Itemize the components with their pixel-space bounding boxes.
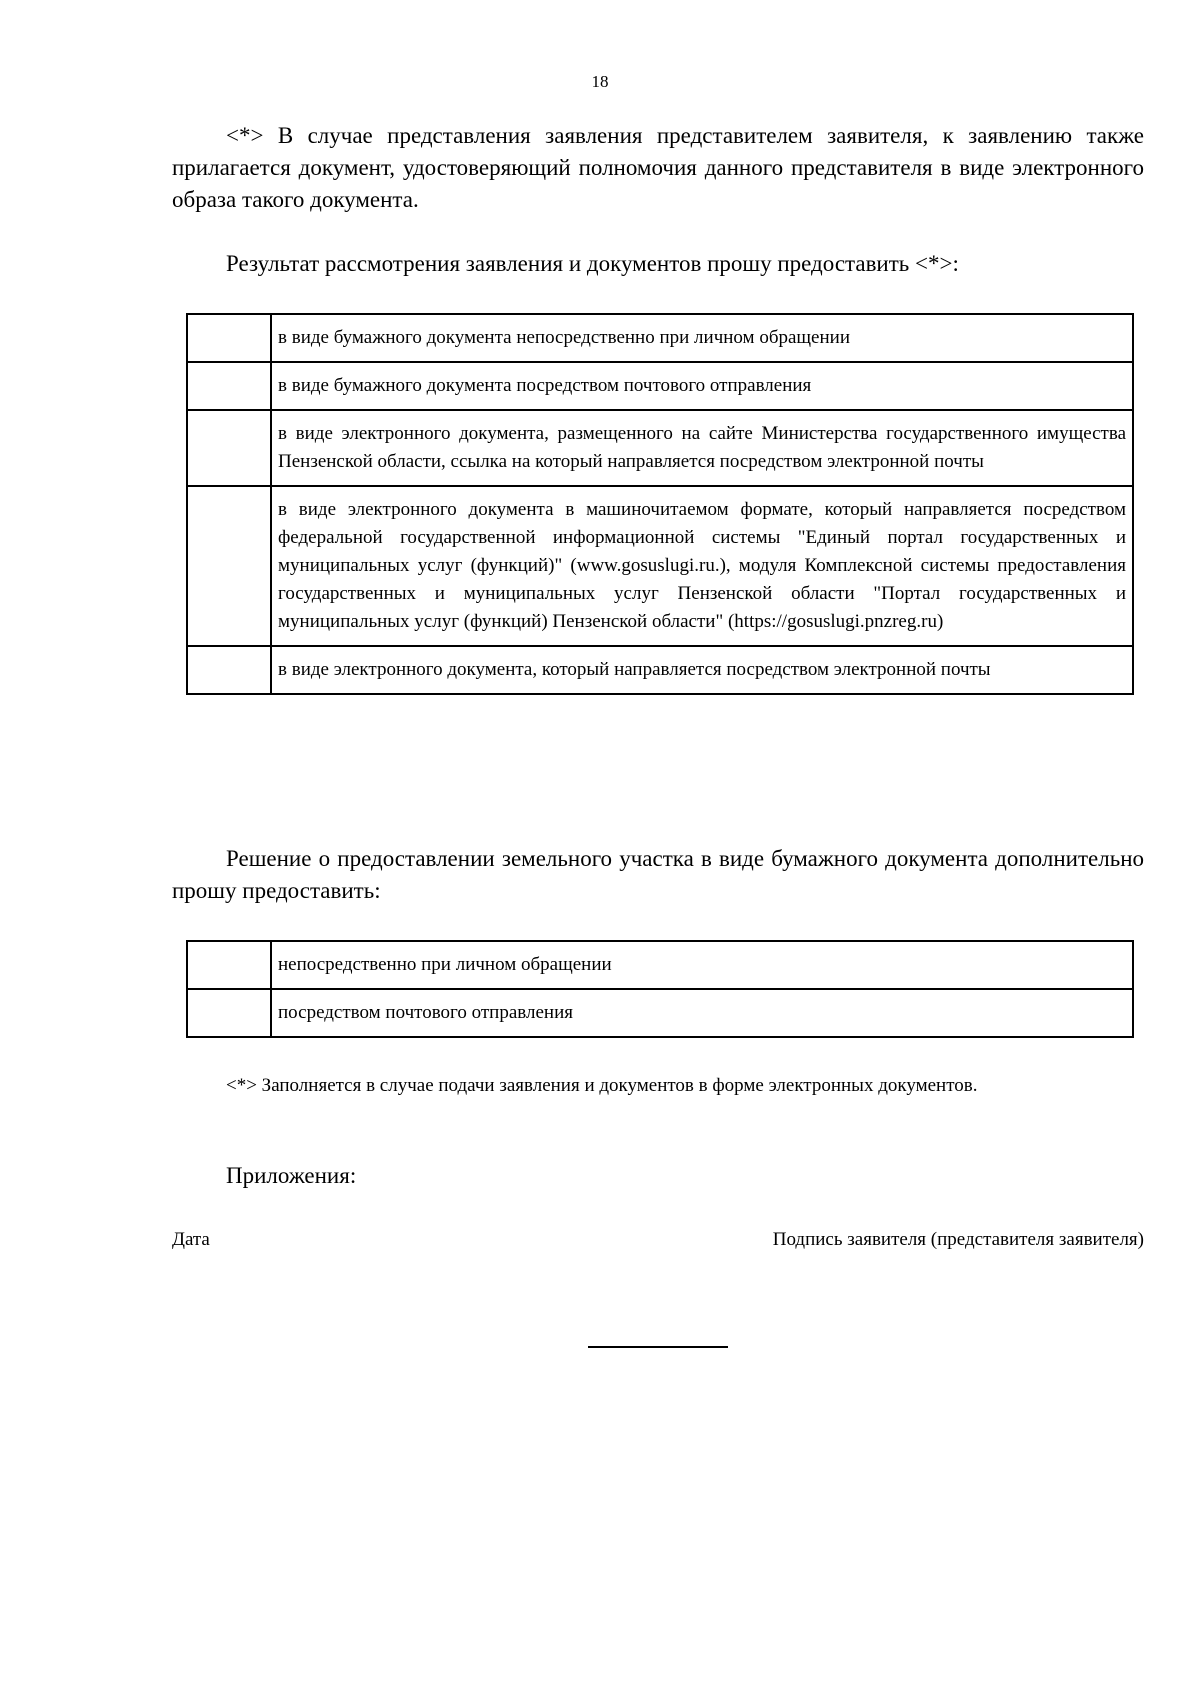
representative-note: <*> В случае представления заявления представителем заявителя, к заявлению также прилагается документ, удостоверяющий полномочия данного представителя в виде электронного образа такого документа. xyxy=(172,123,1144,212)
result-option-row xyxy=(187,410,1133,486)
decision-option-label: непосредственно при личном обращении xyxy=(271,941,1133,989)
result-option-checkbox-electronic-site[interactable] xyxy=(187,410,271,486)
result-options-table xyxy=(186,313,1134,695)
result-option-checkbox-paper-mail[interactable] xyxy=(187,362,271,410)
result-option-label: в виде электронного документа в машиночитаемом формате, который направляется посредством федеральной государственной информационной системы "Единый портал государственных и муниципальных услуг (функций)" (www.gosuslugi.ru.), модуля Комплексной системы предоставления государственных и муниципальных услуг Пензенской области "Портал государственных и муниципальных услуг (функций) Пензенской области" (https://gosuslugi.pnzreg.ru) xyxy=(271,486,1133,646)
decision-option-checkbox-personal[interactable] xyxy=(187,941,271,989)
result-option-label: в виде электронного документа, который направляется посредством электронной почты xyxy=(271,646,1133,694)
result-option-label: в виде бумажного документа посредством почтового отправления xyxy=(271,362,1133,410)
signature-label: Подпись заявителя (представителя заявителя) xyxy=(772,1229,1144,1250)
attachments-label: Приложения: xyxy=(226,1163,357,1188)
result-option-checkbox-paper-personal[interactable] xyxy=(187,314,271,362)
decision-options-table xyxy=(186,940,1134,1038)
result-heading: Результат рассмотрения заявления и документов прошу предоставить <*>: xyxy=(226,251,959,276)
date-label: Дата xyxy=(172,1229,210,1250)
decision-heading: Решение о предоставлении земельного участка в виде бумажного документа дополнительно прошу предоставить: xyxy=(172,846,1144,903)
result-option-row xyxy=(187,314,1133,362)
footnote: <*> Заполняется в случае подачи заявления и документов в форме электронных документов. xyxy=(226,1075,978,1096)
decision-option-row xyxy=(187,989,1133,1037)
result-option-row xyxy=(187,486,1133,646)
decision-option-checkbox-mail[interactable] xyxy=(187,989,271,1037)
result-option-label: в виде бумажного документа непосредственно при личном обращении xyxy=(271,314,1133,362)
end-divider xyxy=(588,1346,728,1348)
result-option-row xyxy=(187,362,1133,410)
result-option-checkbox-electronic-portal[interactable] xyxy=(187,486,271,646)
result-option-checkbox-electronic-email[interactable] xyxy=(187,646,271,694)
result-option-label: в виде электронного документа, размещенного на сайте Министерства государственного имущества Пензенской области, ссылка на который направляется посредством электронной почты xyxy=(271,410,1133,486)
result-option-row xyxy=(187,646,1133,694)
decision-option-label: посредством почтового отправления xyxy=(271,989,1133,1037)
decision-option-row xyxy=(187,941,1133,989)
page-number: 18 xyxy=(591,72,609,91)
